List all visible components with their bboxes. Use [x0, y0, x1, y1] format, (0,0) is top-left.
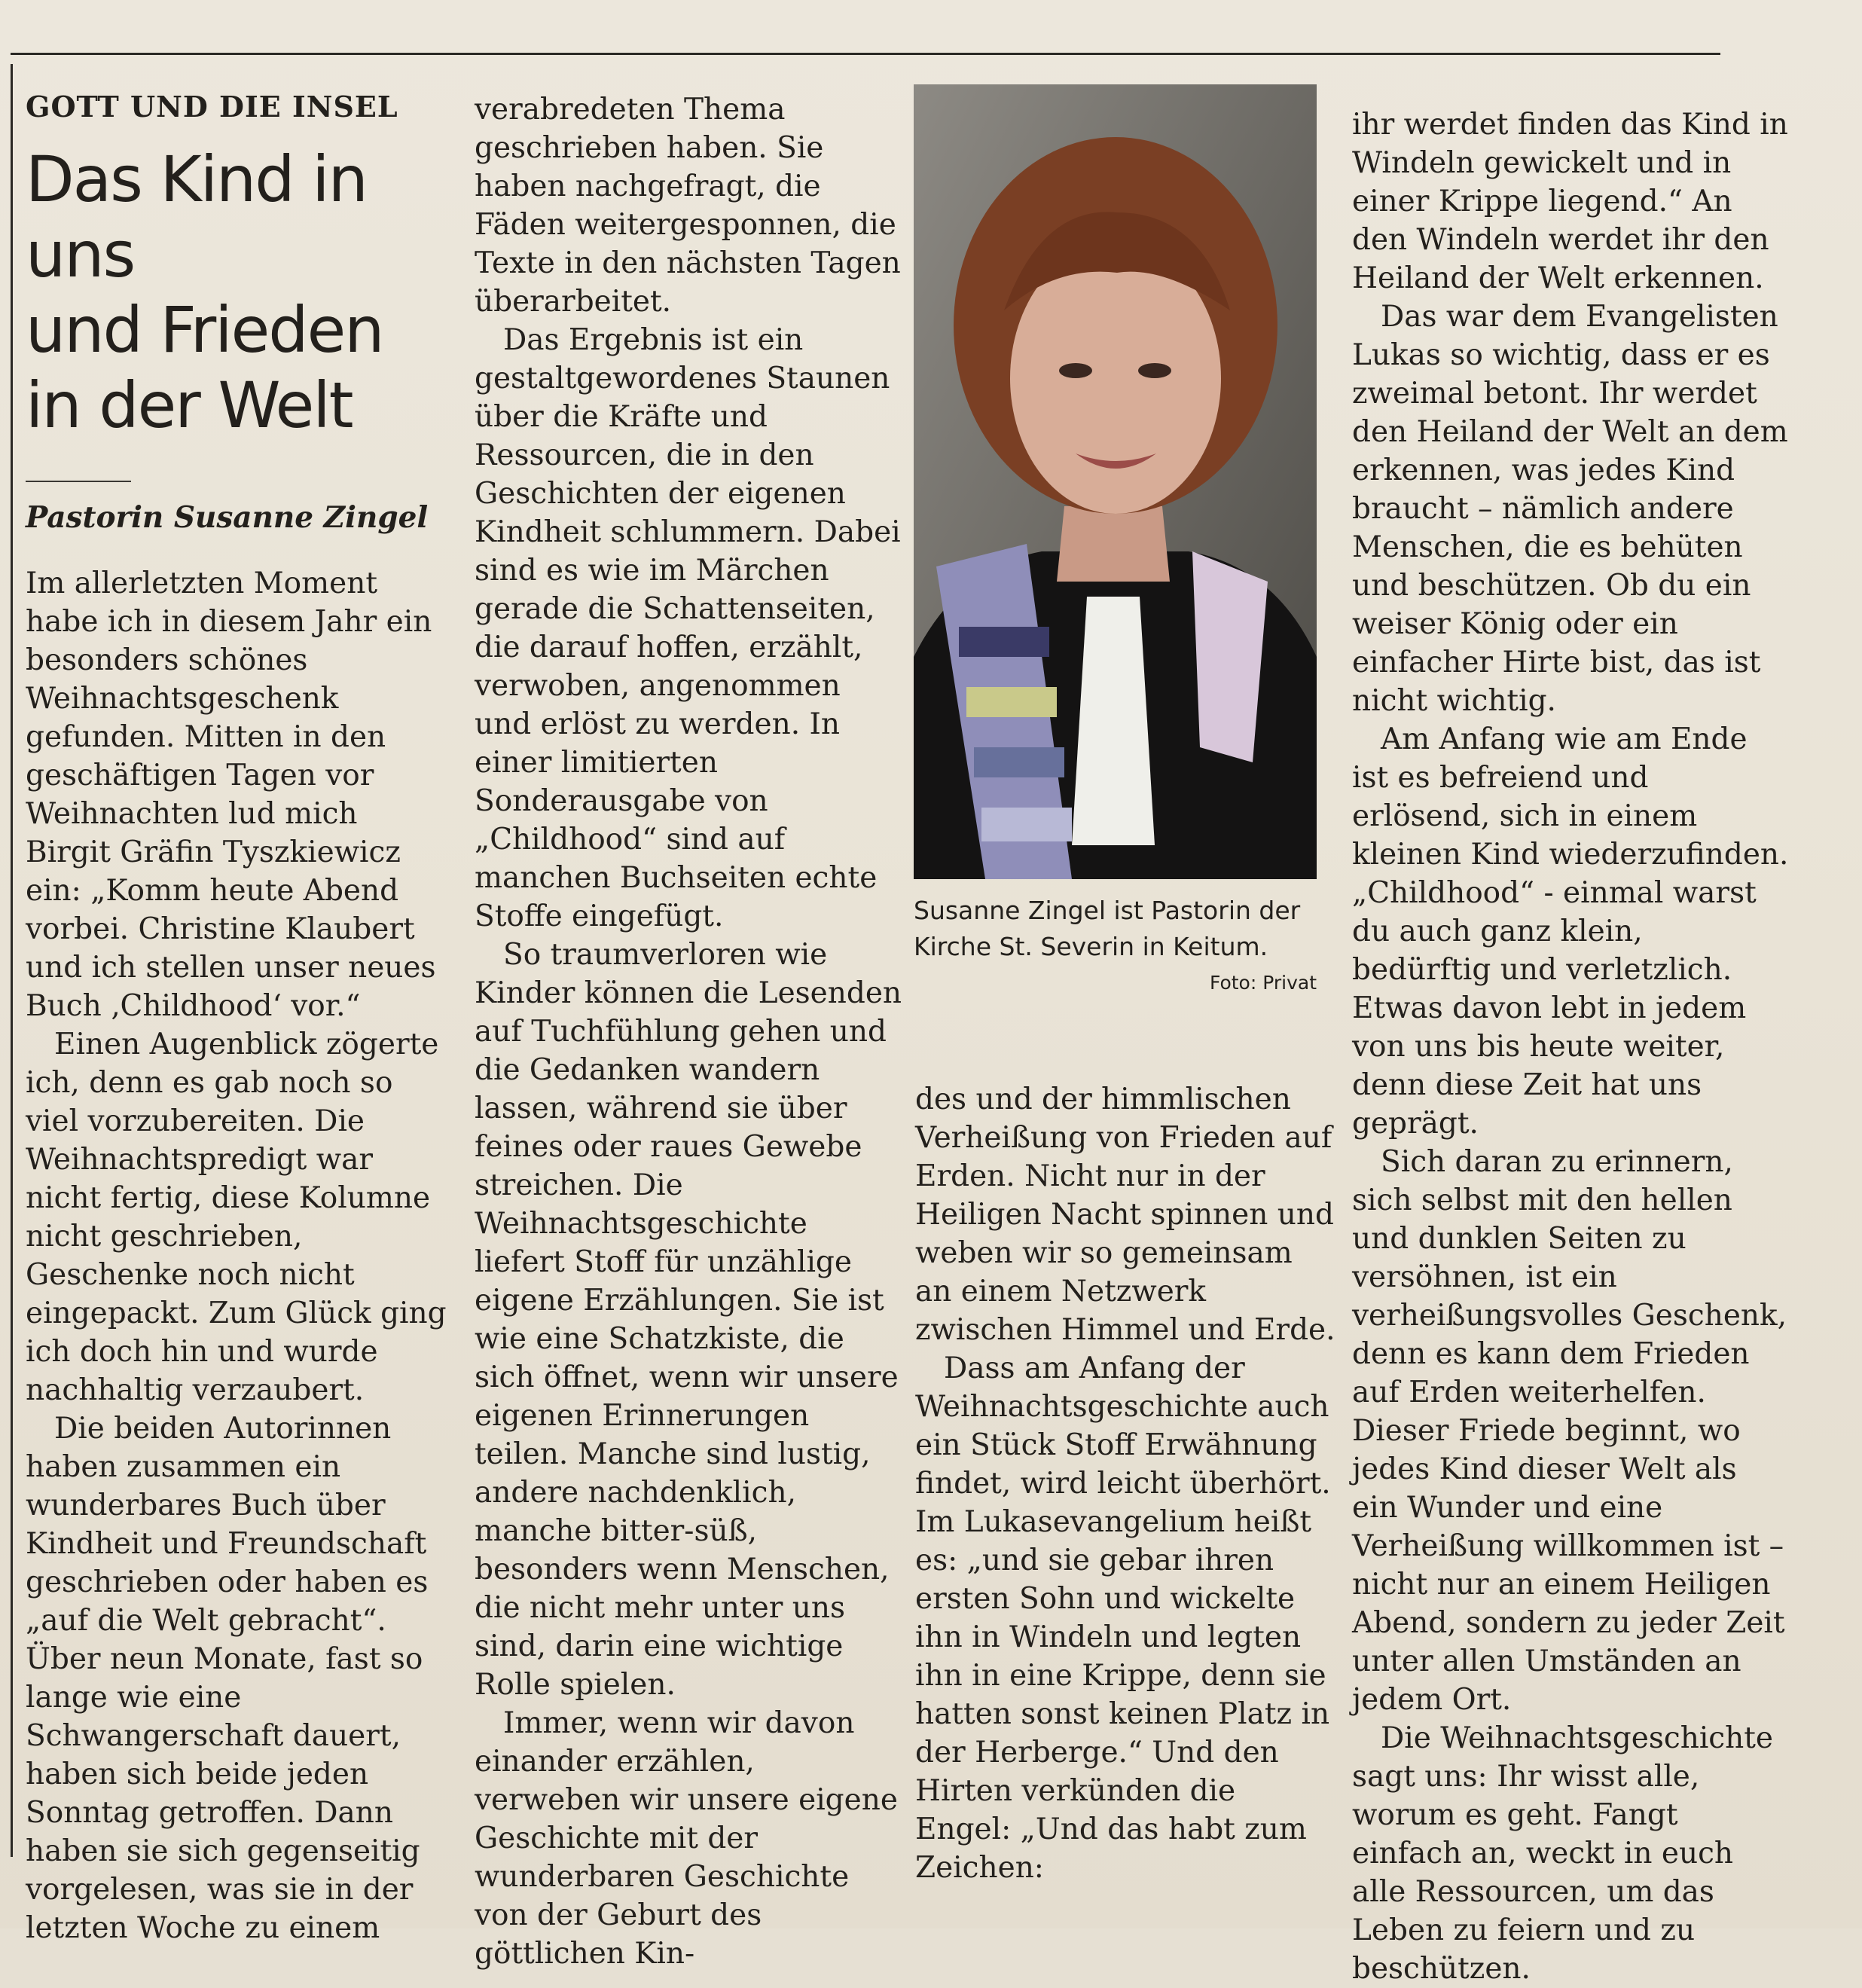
paragraph: ihr werdet finden das Kind in Windeln gewickelt und in einer Krippe liegend.“ An den Windeln werdet ihr den Heiland der Welt erkennen.	[1352, 108, 1788, 295]
paragraph: Am Anfang wie am Ende ist es befreiend und erlösend, sich in einem kleinen Kind wiederzufinden. „Childhood“ - einmal warst du auch ganz klein, bedürftig und verletzlich. Etwas davon lebt in jedem von uns bis heute weiter, denn diese Zeit hat uns geprägt.	[1352, 722, 1789, 1141]
paragraph: So traumverloren wie Kinder können die Lesenden auf Tuchfühlung gehen und die Gedanken wandern lassen, während sie über feines oder raues Gewebe streichen. Die Weihnachtsgeschichte liefert Stoff für unzählige eigene Erzählungen. Sie ist wie eine Schatzkiste, die sich öffnet, wenn wir unsere eigenen Erinnerungen teilen. Manche sind lustig, andere nachdenklich, manche bitter-süß, besonders wenn Menschen, die nicht mehr unter uns sind, darin eine wichtige Rolle spielen.	[475, 938, 902, 1702]
byline-rule	[26, 481, 131, 482]
paragraph: Im allerletzten Moment habe ich in diesem Jahr ein besonders schönes Weihnachtsgeschenk gefunden. Mitten in den geschäftigen Tagen vor Weihnachten lud mich Birgit Gräfin Tyszkiewicz ein: „Komm heute Abend vorbei. Christine Klaubert und ich stellen unser neues Buch ‚Childhood‘ vor.“	[26, 566, 436, 1023]
paragraph: Sich daran zu erinnern, sich selbst mit den hellen und dunklen Seiten zu versöhnen, ist ein verheißungsvolles Geschenk, denn es kann dem Frieden auf Erden weiterhelfen. Dieser Friede beginnt, wo jedes Kind dieser Welt als ein Wunder und eine Verheißung willkommen ist – nicht nur an einem Heiligen Abend, sondern zu jeder Zeit unter allen Umständen an jedem Ort.	[1352, 1145, 1787, 1717]
headline-line: und Frieden	[26, 293, 383, 367]
column-3	[915, 1080, 1337, 1887]
portrait-illustration	[914, 84, 1317, 879]
top-rule	[11, 53, 1720, 55]
column-1	[26, 90, 451, 1947]
paragraph: Das Ergebnis ist ein gestaltgewordenes Staunen über die Kräfte und Ressourcen, die in den Geschichten der eigenen Kindheit schlummern. Dabei sind es wie im Märchen gerade die Schattenseiten, die darauf hoffen, erzählt, verwoben, angenommen und erlöst zu werden. In einer limitierten Sonderausgabe von „Childhood“ sind auf manchen Buchseiten echte Stoffe eingefügt.	[475, 323, 901, 933]
paragraph: des und der himmlischen Verheißung von Frieden auf Erden. Nicht nur in der Heiligen Nacht spinnen und weben wir so gemeinsam an einem Netzwerk zwischen Himmel und Erde.	[915, 1083, 1335, 1347]
paragraph: Dass am Anfang der Weihnachtsgeschichte auch ein Stück Stoff Erwähnung findet, wird leicht überhört. Im Lukasevangelium heißt es: „und sie gebar ihren ersten Sohn und wickelte ihn in Windeln und legten ihn in eine Krippe, denn sie hatten sonst keinen Platz in der Herberge.“ Und den Hirten verkünden die Engel: „Und das habt zum Zeichen:	[915, 1351, 1331, 1885]
column-4	[1352, 105, 1789, 1988]
paragraph: Die beiden Autorinnen haben zusammen ein wunderbares Buch über Kindheit und Freundschaft geschrieben oder haben es „auf die Welt gebracht“. Über neun Monate, fast so lange wie eine Schwangerschaft dauert, haben sich beide jeden Sonntag getroffen. Dann haben sie sich gegenseitig vorgelesen, was sie in der letzten Woche zu einem	[26, 1412, 429, 1945]
headline	[26, 142, 451, 443]
author-photo	[914, 84, 1317, 879]
column-2	[475, 90, 904, 1973]
headline-line: in der Welt	[26, 368, 353, 442]
kicker: GOTT UND DIE INSEL	[26, 90, 398, 124]
headline-line: Das Kind in uns	[26, 142, 367, 292]
left-column-rule	[11, 64, 13, 1857]
paragraph: Immer, wenn wir davon einander erzählen, verweben wir unsere eigene Geschichte mit der wunderbaren Geschichte von der Geburt des göttlichen Kin-	[475, 1706, 898, 1971]
photo-credit: Foto: Privat	[1209, 972, 1317, 994]
byline: Pastorin Susanne Zingel	[26, 500, 429, 535]
paragraph: Die Weihnachtsgeschichte sagt uns: Ihr wisst alle, worum es geht. Fangt einfach an, weckt in euch alle Ressourcen, um das Leben zu feiern und zu beschützen.	[1352, 1721, 1774, 1986]
paragraph: verabredeten Thema geschrieben haben. Sie haben nachgefragt, die Fäden weitergesponnen, die Texte in den nächsten Tagen überarbeitet.	[475, 93, 901, 319]
paragraph: Das war dem Evangelisten Lukas so wichtig, dass er es zweimal betont. Ihr werdet den Heiland der Welt an dem erkennen, was jedes Kind braucht – nämlich andere Menschen, die es behüten und beschützen. Ob du ein weiser König oder ein einfacher Hirte bist, das ist nicht wichtig.	[1352, 300, 1788, 718]
paragraph: Einen Augenblick zögerte ich, denn es gab noch so viel vorzubereiten. Die Weihnachtspredigt war nicht fertig, diese Kolumne nicht geschrieben, Geschenke noch nicht eingepackt. Zum Glück ging ich doch hin und wurde nachhaltig verzaubert.	[26, 1028, 447, 1407]
photo-caption: Susanne Zingel ist Pastorin der Kirche St. Severin in Keitum.	[914, 896, 1301, 961]
